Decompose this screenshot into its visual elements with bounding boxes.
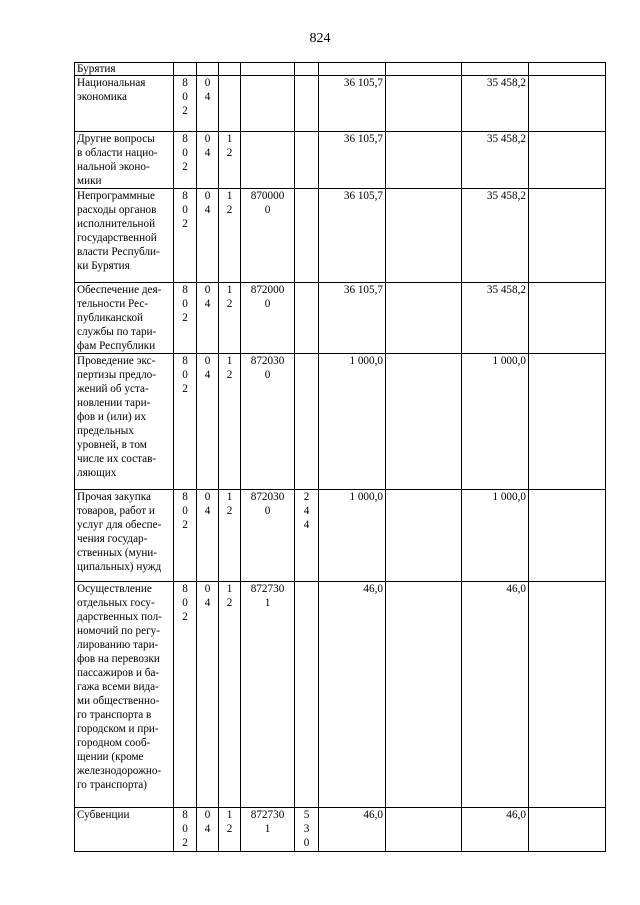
row-section-cell-value: 0 4 (204, 133, 211, 159)
row-code-cell (174, 283, 197, 354)
row-expense-type-cell-value: 2 4 4 (303, 491, 310, 531)
row-name-line: гажа всеми вида- (77, 681, 159, 693)
row-blank-cell (529, 490, 606, 582)
row-amount-2021: 36 105,7 (319, 132, 386, 189)
row-subsection-cell (219, 132, 241, 189)
row-amount-2022: 46,0 (462, 582, 529, 808)
row-name-line: пертизы предло- (77, 369, 157, 381)
row-blank-cell (386, 582, 462, 808)
row-code-cell (174, 582, 197, 808)
row-name-line: Обеспечение дея- (77, 284, 162, 296)
row-amount-2021: 36 105,7 (319, 283, 386, 354)
row-name-cell (75, 283, 174, 354)
row-subsection-cell (219, 76, 241, 132)
row-name-line: Непрограммные (77, 190, 155, 202)
row-name-line: фов и (или) их (77, 411, 147, 423)
row-name-line: фов на перевозки (77, 653, 160, 665)
row-subsection-cell (219, 490, 241, 582)
row-name-line: щении (кроме (77, 751, 144, 763)
row-amount-2022: 1 000,0 (462, 490, 529, 582)
row-code-cell-value: 8 0 2 (182, 809, 188, 849)
row-name-line: городском и при- (77, 723, 159, 735)
region-label: Бурятия (75, 63, 174, 76)
row-article-cell (241, 189, 295, 283)
row-subsection-cell-value: 1 2 (226, 284, 233, 310)
table-row (75, 354, 606, 490)
row-article-cell (241, 76, 295, 132)
row-expense-type-cell (295, 808, 319, 852)
row-subsection-cell (219, 354, 241, 490)
row-name-line: ки Бурятия (77, 260, 130, 272)
row-section-cell (197, 354, 219, 490)
row-code-cell (174, 132, 197, 189)
row-article-cell (241, 582, 295, 808)
row-section-cell-value: 0 4 (204, 77, 211, 103)
row-name-line: Национальная (77, 77, 146, 89)
row-name-line: ципальных) нужд (77, 561, 162, 573)
row-name-line: числе их состав- (77, 453, 157, 465)
row-section-cell-value: 0 4 (204, 190, 211, 216)
row-subsection-cell-value: 1 2 (226, 491, 233, 517)
row-article-cell (241, 808, 295, 852)
row-name-line: нальной эконо- (77, 161, 150, 173)
row-name-line: Осуществление (77, 583, 152, 595)
row-expense-type-cell (295, 189, 319, 283)
row-blank-cell (529, 132, 606, 189)
row-name-line: ственных (муни- (77, 547, 158, 559)
row-article-line: 0 (264, 298, 271, 310)
row-name-line: дарственных пол- (77, 611, 162, 623)
row-code-cell-value: 8 0 2 (182, 133, 188, 173)
row-code-cell-value: 8 0 2 (182, 355, 188, 395)
row-name-line: пассажиров и ба- (77, 667, 160, 679)
table-row (75, 132, 606, 189)
table-row (75, 808, 606, 852)
row-section-cell (197, 808, 219, 852)
row-blank-cell (529, 808, 606, 852)
row-code-cell (174, 490, 197, 582)
row-section-cell-value: 0 4 (204, 809, 211, 835)
row-name-line: тельности Рес- (77, 298, 149, 310)
row-name-cell (75, 189, 174, 283)
row-article-line: 872000 (250, 284, 285, 296)
row-expense-type-cell (295, 354, 319, 490)
row-name-line: экономика (77, 91, 127, 103)
row-amount-2021: 36 105,7 (319, 189, 386, 283)
row-section-cell (197, 76, 219, 132)
row-amount-2021: 1 000,0 (319, 354, 386, 490)
row-name-line: Субвенции (77, 809, 130, 821)
row-article-cell (241, 354, 295, 490)
row-name-line: расходы органов (77, 204, 157, 216)
row-name-line: отдельных госу- (77, 597, 155, 609)
row-name-cell (75, 354, 174, 490)
row-subsection-cell (219, 189, 241, 283)
row-amount-2021: 36 105,7 (319, 76, 386, 132)
row-article-line: 0 (264, 369, 271, 381)
row-article-line: 1 (264, 597, 271, 609)
row-section-cell (197, 490, 219, 582)
table-row (75, 582, 606, 808)
row-subsection-cell (219, 582, 241, 808)
row-expense-type-cell (295, 490, 319, 582)
row-name-cell (75, 76, 174, 132)
row-name-line: городном сооб- (77, 737, 151, 749)
row-expense-type-cell (295, 283, 319, 354)
row-blank-cell (386, 189, 462, 283)
row-name-cell (75, 132, 174, 189)
row-name-line: номочий по регу- (77, 625, 160, 637)
budget-table (74, 62, 606, 852)
page-number: 824 (309, 31, 331, 46)
row-name-line: государственной (77, 232, 157, 244)
row-section-cell-value: 0 4 (204, 583, 211, 609)
row-article-line: 0 (264, 505, 271, 517)
row-blank-cell (386, 283, 462, 354)
row-code-cell (174, 189, 197, 283)
row-name-line: лированию тари- (77, 639, 159, 651)
row-name-line: го транспорта) (77, 779, 147, 791)
row-blank-cell (529, 354, 606, 490)
row-article-cell (241, 490, 295, 582)
row-section-cell-value: 0 4 (204, 491, 211, 517)
row-name-line: фам Республики (77, 340, 156, 352)
row-code-cell-value: 8 0 2 (182, 583, 188, 623)
row-section-cell (197, 582, 219, 808)
table-header-row (75, 63, 606, 76)
row-expense-type-cell-value: 5 3 0 (303, 809, 310, 849)
row-subsection-cell-value: 1 2 (226, 355, 233, 381)
row-blank-cell (529, 189, 606, 283)
row-code-cell (174, 354, 197, 490)
row-blank-cell (386, 490, 462, 582)
row-name-line: публиканской (77, 312, 144, 324)
row-name-line: железнодорожно- (77, 765, 162, 777)
row-name-line: исполнительной (77, 218, 156, 230)
row-code-cell-value: 8 0 2 (182, 77, 188, 117)
row-name-line: службы по тари- (77, 326, 157, 338)
row-name-line: уровней, в том (77, 439, 147, 451)
row-amount-2022: 35 458,2 (462, 283, 529, 354)
row-name-line: Другие вопросы (77, 133, 155, 145)
row-article-line: 872030 (250, 491, 285, 503)
row-code-cell (174, 808, 197, 852)
row-amount-2022: 35 458,2 (462, 189, 529, 283)
row-amount-2022: 35 458,2 (462, 76, 529, 132)
row-amount-2021: 46,0 (319, 808, 386, 852)
row-name-line: Проведение экс- (77, 355, 156, 367)
row-subsection-cell (219, 808, 241, 852)
row-blank-cell (386, 76, 462, 132)
row-name-line: в области нацио- (77, 147, 158, 159)
row-name-line: предельных (77, 425, 134, 437)
row-section-cell (197, 283, 219, 354)
row-blank-cell (529, 76, 606, 132)
row-code-cell-value: 8 0 2 (182, 190, 188, 230)
row-amount-2022: 1 000,0 (462, 354, 529, 490)
row-article-line: 872030 (250, 355, 285, 367)
row-name-line: ляющих (77, 467, 117, 479)
table-row (75, 490, 606, 582)
row-name-line: жений об уста- (77, 383, 149, 395)
row-section-cell (197, 132, 219, 189)
row-code-cell-value: 8 0 2 (182, 284, 188, 324)
row-article-line: 1 (264, 823, 271, 835)
row-code-cell (174, 76, 197, 132)
row-section-cell (197, 189, 219, 283)
row-name-line: услуг для обеспе- (77, 519, 162, 531)
table-row (75, 189, 606, 283)
row-blank-cell (386, 354, 462, 490)
row-code-cell-value: 8 0 2 (182, 491, 188, 531)
row-subsection-cell-value: 1 2 (226, 809, 233, 835)
row-blank-cell (386, 132, 462, 189)
row-amount-2022: 46,0 (462, 808, 529, 852)
row-name-line: ми общественно- (77, 695, 160, 707)
row-expense-type-cell (295, 132, 319, 189)
row-blank-cell (529, 582, 606, 808)
row-name-line: Прочая закупка (77, 491, 151, 503)
row-expense-type-cell (295, 76, 319, 132)
row-name-cell (75, 808, 174, 852)
row-name-line: новлении тари- (77, 397, 151, 409)
row-article-line: 870000 (250, 190, 285, 202)
row-blank-cell (529, 283, 606, 354)
row-name-line: товаров, работ и (77, 505, 155, 517)
row-section-cell-value: 0 4 (204, 355, 211, 381)
row-subsection-cell-value: 1 2 (226, 583, 233, 609)
row-name-cell (75, 490, 174, 582)
row-amount-2021: 1 000,0 (319, 490, 386, 582)
row-article-line: 0 (264, 204, 271, 216)
row-section-cell-value: 0 4 (204, 284, 211, 310)
row-subsection-cell-value: 1 2 (226, 133, 233, 159)
row-name-cell (75, 582, 174, 808)
table-row (75, 76, 606, 132)
row-subsection-cell-value: 1 2 (226, 190, 233, 216)
row-article-cell (241, 132, 295, 189)
row-name-line: власти Республи- (77, 246, 160, 258)
row-blank-cell (386, 808, 462, 852)
row-subsection-cell (219, 283, 241, 354)
row-article-cell (241, 283, 295, 354)
table-row (75, 283, 606, 354)
row-expense-type-cell (295, 582, 319, 808)
row-name-line: го транспорта в (77, 709, 152, 721)
row-article-line: 872730 (250, 809, 285, 821)
row-article-line: 872730 (250, 583, 285, 595)
row-name-line: мики (77, 175, 102, 187)
row-amount-2022: 35 458,2 (462, 132, 529, 189)
row-amount-2021: 46,0 (319, 582, 386, 808)
row-name-line: чения государ- (77, 533, 148, 545)
